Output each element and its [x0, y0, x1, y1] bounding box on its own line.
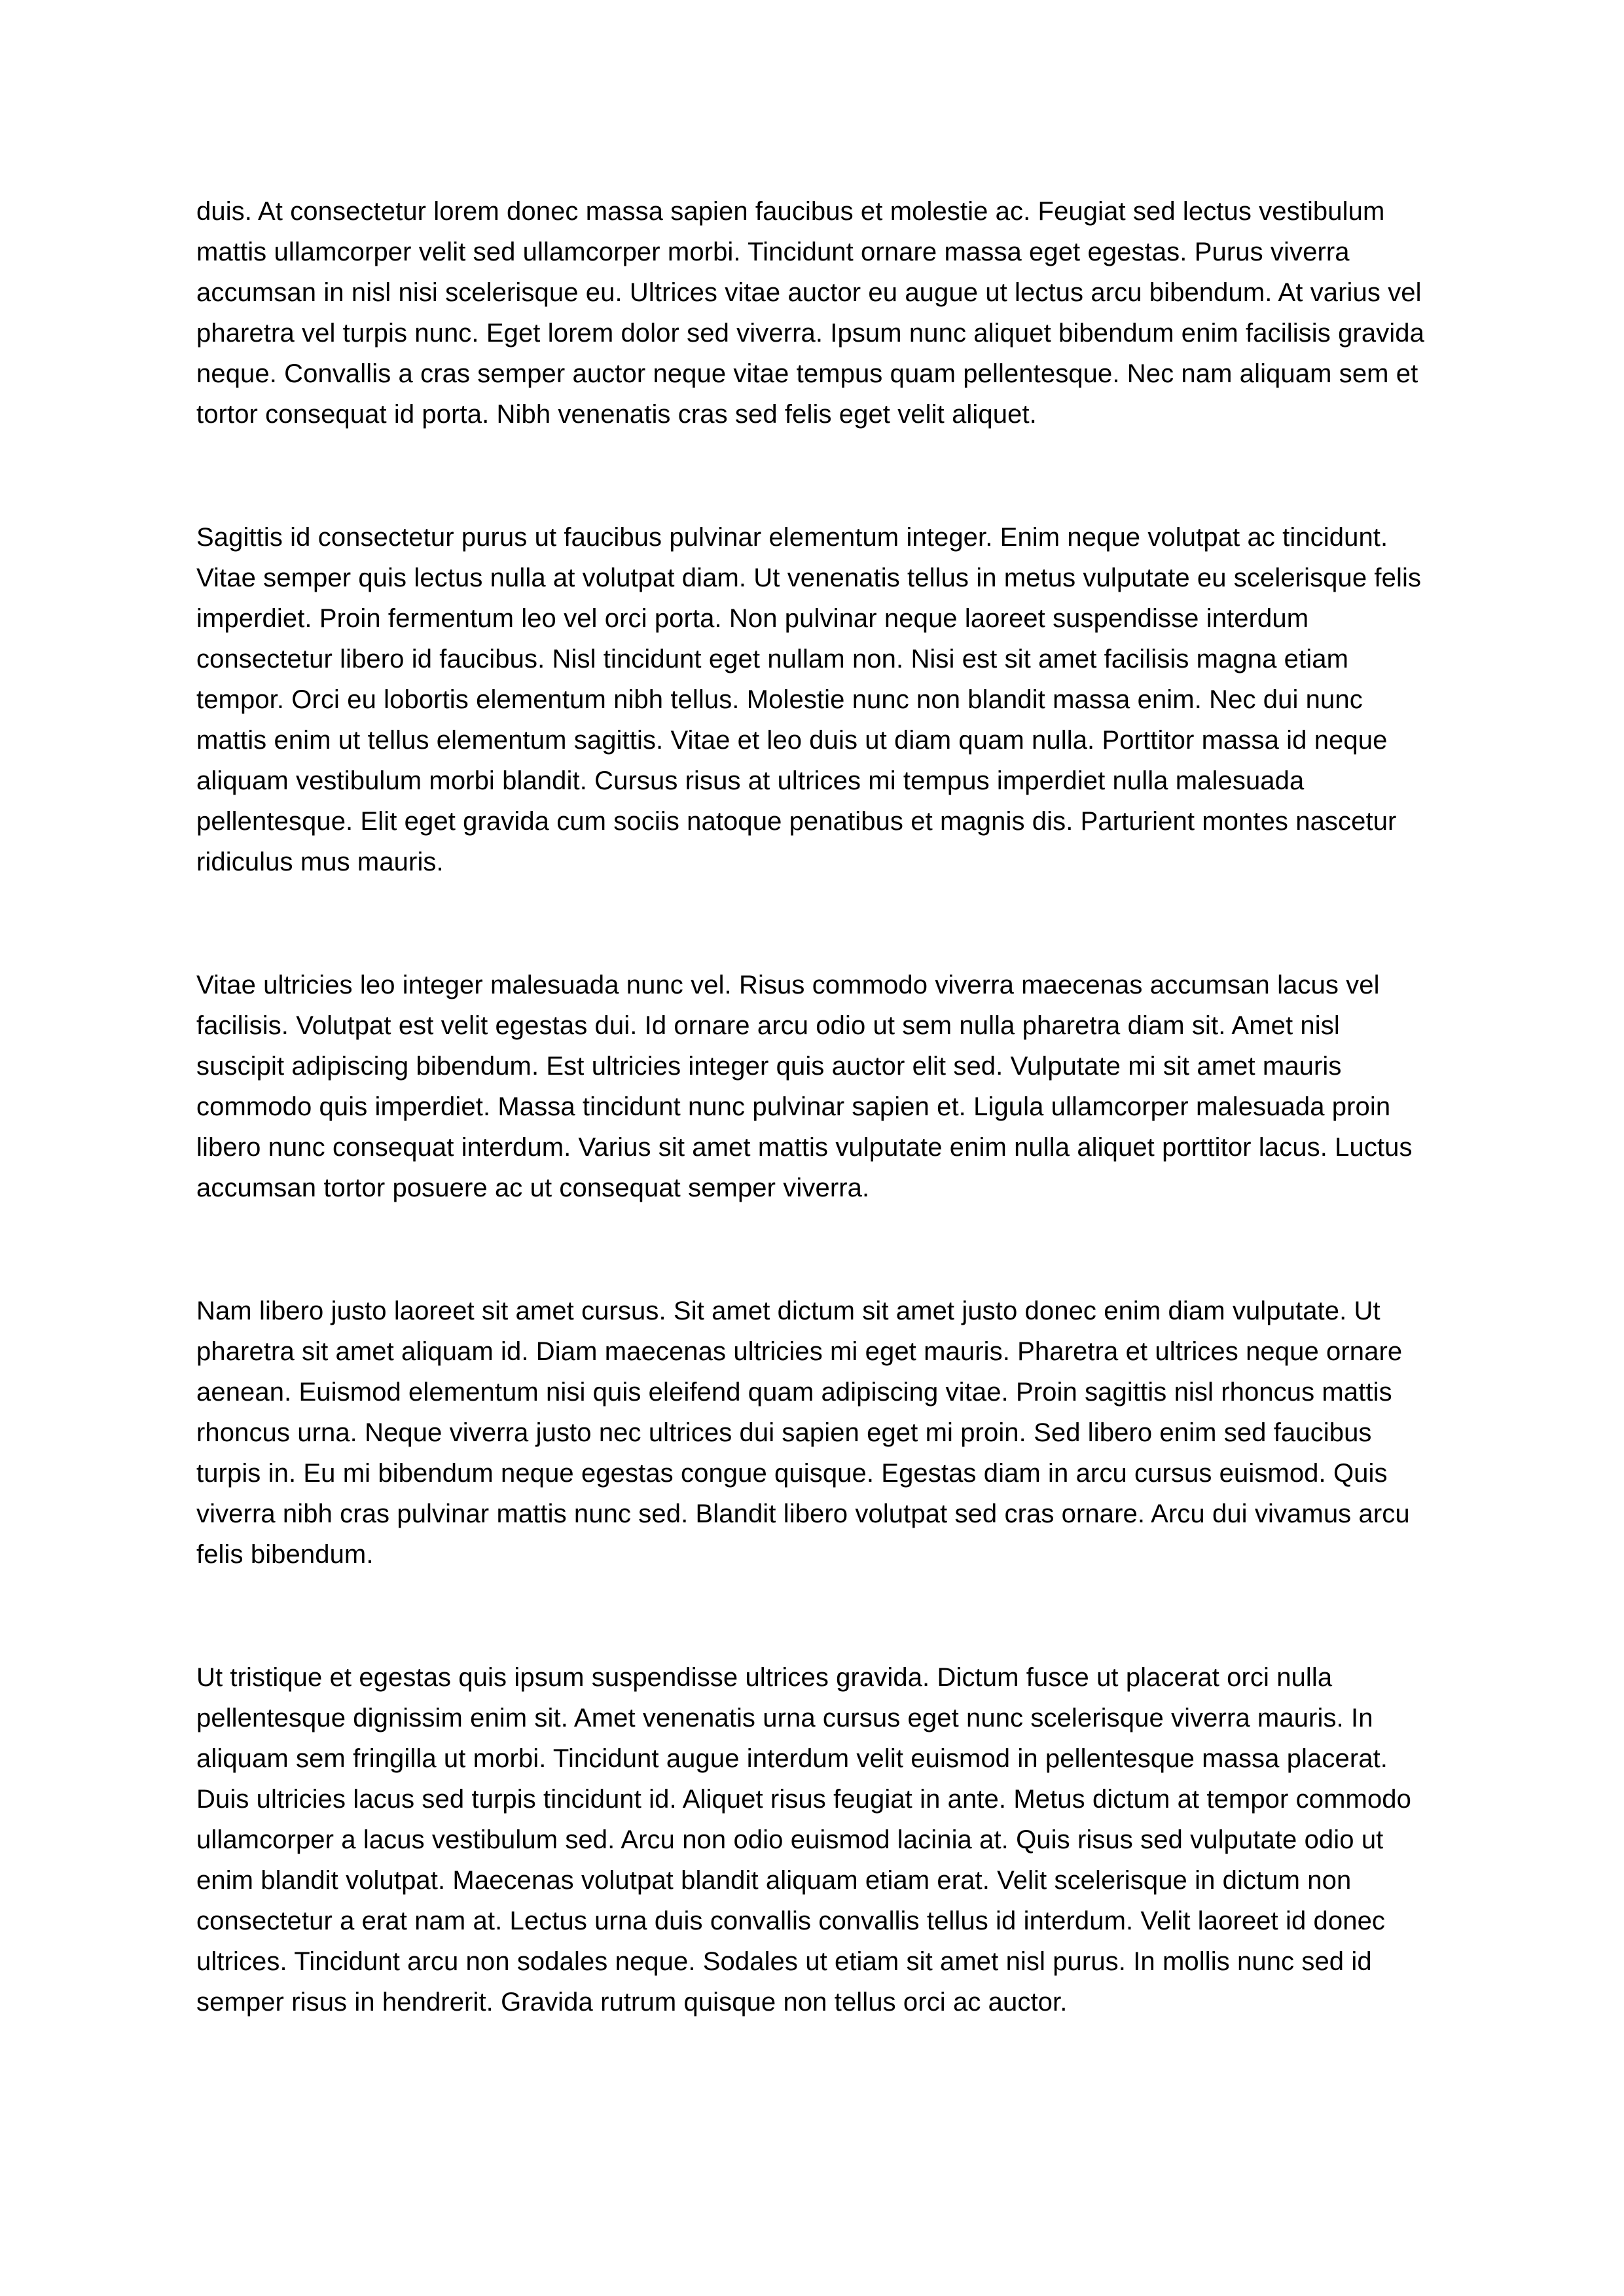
paragraph: Sagittis id consectetur purus ut faucibus pulvinar elementum integer. Enim neque volutpat ac tincidunt. Vitae semper quis lectus nulla at volutpat diam. Ut venenatis tellus in metus vulputate eu scelerisque felis imperdiet. Proin fermentum leo vel orci porta. Non pulvinar neque laoreet suspendisse interdum consectetur libero id faucibus. Nisl tincidunt eget nullam non. Nisi est sit amet facilisis magna etiam tempor. Orci eu lobortis elementum nibh tellus. Molestie nunc non blandit massa enim. Nec dui nunc mattis enim ut tellus elementum sagittis. Vitae et leo duis ut diam quam nulla. Porttitor massa id neque aliquam vestibulum morbi blandit. Cursus risus at ultrices mi tempus imperdiet nulla malesuada pellentesque. Elit eget gravida cum sociis natoque penatibus et magnis dis. Parturient montes nascetur ridiculus mus mauris. — [196, 523, 1422, 876]
page-text-body — [196, 191, 1428, 2022]
paragraph: Ut tristique et egestas quis ipsum suspendisse ultrices gravida. Dictum fusce ut placerat orci nulla pellentesque dignissim enim sit. Amet venenatis urna cursus eget nunc scelerisque viverra mauris. In aliquam sem fringilla ut morbi. Tincidunt augue interdum velit euismod in pellentesque massa placerat. Duis ultricies lacus sed turpis tincidunt id. Aliquet risus feugiat in ante. Metus dictum at tempor commodo ullamcorper a lacus vestibulum sed. Arcu non odio euismod lacinia at. Quis risus sed vulputate odio ut enim blandit volutpat. Maecenas volutpat blandit aliquam etiam erat. Velit scelerisque in dictum non consectetur a erat nam at. Lectus urna duis convallis convallis tellus id interdum. Velit laoreet id donec ultrices. Tincidunt arcu non sodales neque. Sodales ut etiam sit amet nisl purus. In mollis nunc sed id semper risus in hendrerit. Gravida rutrum quisque non tellus orci ac auctor. — [196, 1663, 1411, 2017]
paragraph: Vitae ultricies leo integer malesuada nunc vel. Risus commodo viverra maecenas accumsan lacus vel facilisis. Volutpat est velit egestas dui. Id ornare arcu odio ut sem nulla pharetra diam sit. Amet nisl suscipit adipiscing bibendum. Est ultricies integer quis auctor elit sed. Vulputate mi sit amet mauris commodo quis imperdiet. Massa tincidunt nunc pulvinar sapien et. Ligula ullamcorper malesuada proin libero nunc consequat interdum. Varius sit amet mattis vulputate enim nulla aliquet porttitor lacus. Luctus accumsan tortor posuere ac ut consequat semper viverra. — [196, 971, 1413, 1202]
paragraph: duis. At consectetur lorem donec massa sapien faucibus et molestie ac. Feugiat sed lectus vestibulum mattis ullamcorper velit sed ullamcorper morbi. Tincidunt ornare massa eget egestas. Purus viverra accumsan in nisl nisi scelerisque eu. Ultrices vitae auctor eu augue ut lectus arcu bibendum. At varius vel pharetra vel turpis nunc. Eget lorem dolor sed viverra. Ipsum nunc aliquet bibendum enim facilisis gravida neque. Convallis a cras semper auctor neque vitae tempus quam pellentesque. Nec nam aliquam sem et tortor consequat id porta. Nibh venenatis cras sed felis eget velit aliquet. — [196, 197, 1424, 429]
paragraph: Nam libero justo laoreet sit amet cursus. Sit amet dictum sit amet justo donec enim diam vulputate. Ut pharetra sit amet aliquam id. Diam maecenas ultricies mi eget mauris. Pharetra et ultrices neque ornare aenean. Euismod elementum nisi quis eleifend quam adipiscing vitae. Proin sagittis nisl rhoncus mattis rhoncus urna. Neque viverra justo nec ultrices dui sapien eget mi proin. Sed libero enim sed faucibus turpis in. Eu mi bibendum neque egestas congue quisque. Egestas diam in arcu cursus euismod. Quis viverra nibh cras pulvinar mattis nunc sed. Blandit libero volutpat sed cras ornare. Arcu dui vivamus arcu felis bibendum. — [196, 1297, 1410, 1569]
